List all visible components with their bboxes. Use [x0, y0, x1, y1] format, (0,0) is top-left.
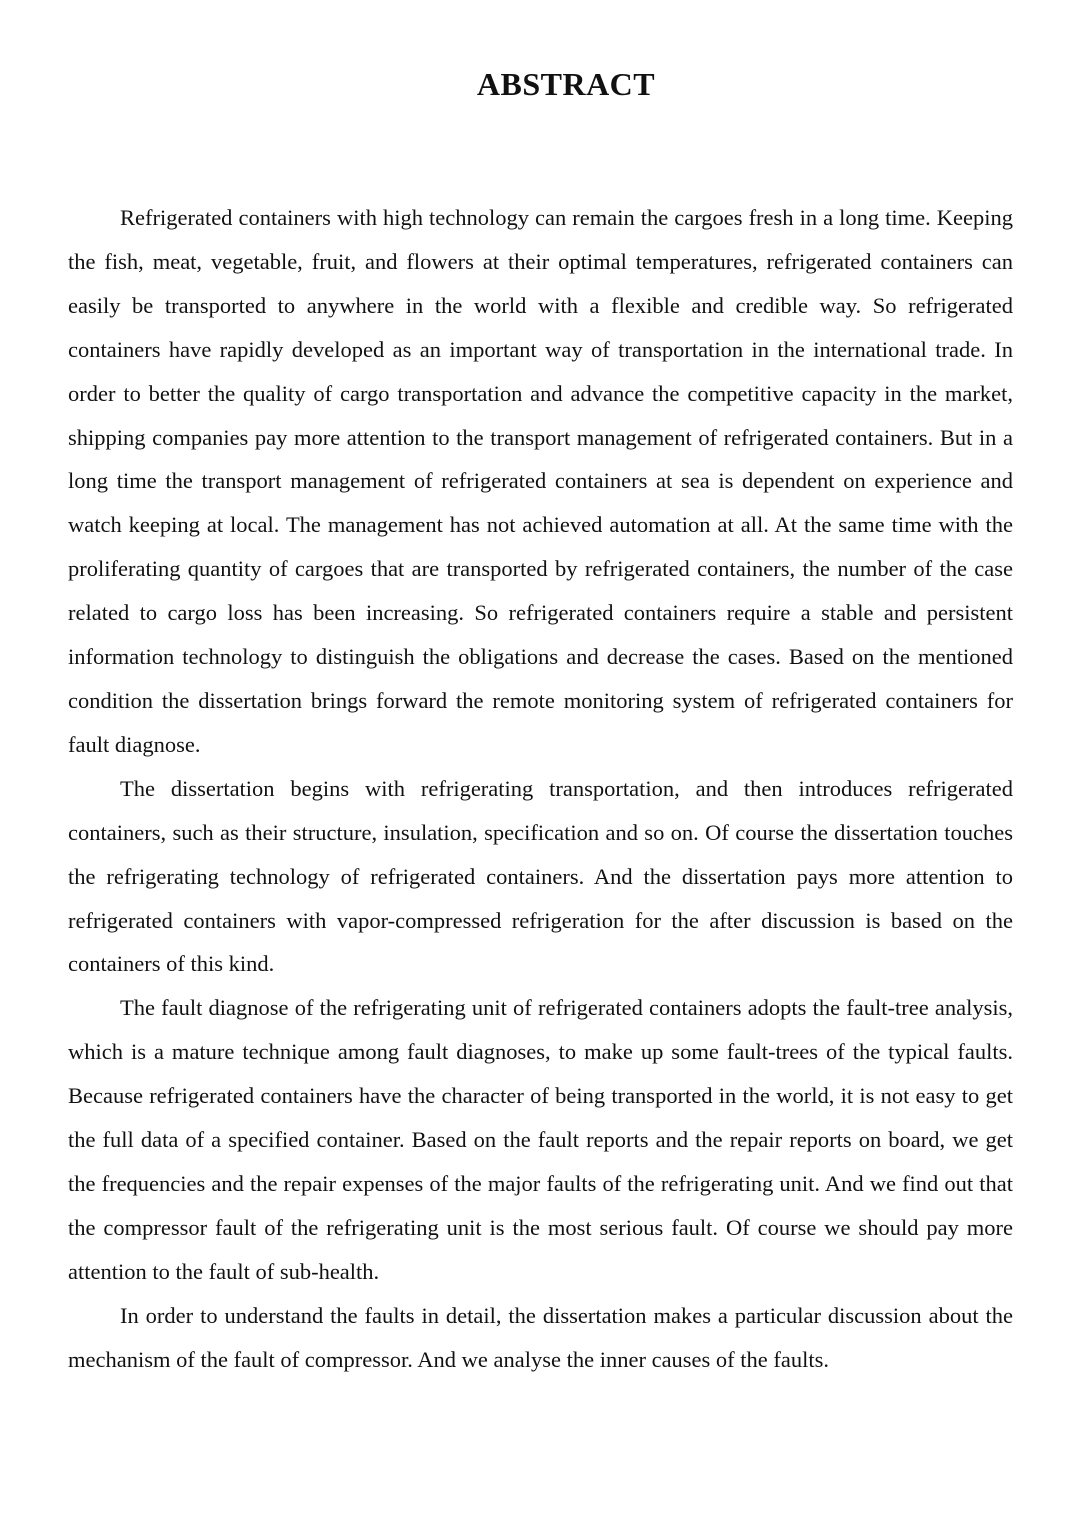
abstract-body: [68, 196, 1013, 1381]
abstract-paragraph-1: Refrigerated containers with high technology can remain the cargoes fresh in a long time. Keeping the fish, meat, vegetable, fruit, and flowers at their optimal temperatures, refrigerated containers can easily be transported to anywhere in the world with a flexible and credible way. So refrigerated containers have rapidly developed as an important way of transportation in the international trade. In order to better the quality of cargo transportation and advance the competitive capacity in the market, shipping companies pay more attention to the transport management of refrigerated containers. But in a long time the transport management of refrigerated containers at sea is dependent on experience and watch keeping at local. The management has not achieved automation at all. At the same time with the proliferating quantity of cargoes that are transported by refrigerated containers, the number of the case related to cargo loss has been increasing. So refrigerated containers require a stable and persistent information technology to distinguish the obligations and decrease the cases. Based on the mentioned condition the dissertation brings forward the remote monitoring system of refrigerated containers for fault diagnose.: [68, 205, 1013, 757]
abstract-paragraph-4: In order to understand the faults in detail, the dissertation makes a particular discussion about the mechanism of the fault of compressor. And we analyse the inner causes of the faults.: [68, 1302, 1013, 1372]
abstract-paragraph-2: The dissertation begins with refrigerating transportation, and then introduces refrigerated containers, such as their structure, insulation, specification and so on. Of course the dissertation touches the refrigerating technology of refrigerated containers. And the dissertation pays more attention to refrigerated containers with vapor-compressed refrigeration for the after discussion is based on the containers of this kind.: [68, 775, 1013, 977]
page-title: ABSTRACT: [476, 66, 656, 102]
abstract-paragraph-3: The fault diagnose of the refrigerating unit of refrigerated containers adopts the fault-tree analysis, which is a mature technique among fault diagnoses, to make up some fault-trees of the typical faults. Because refrigerated containers have the character of being transported in the world, it is not easy to get the full data of a specified container. Based on the fault reports and the repair reports on board, we get the frequencies and the repair expenses of the major faults of the refrigerating unit. And we find out that the compressor fault of the refrigerating unit is the most serious fault. Of course we should pay more attention to the fault of sub-health.: [68, 995, 1013, 1284]
